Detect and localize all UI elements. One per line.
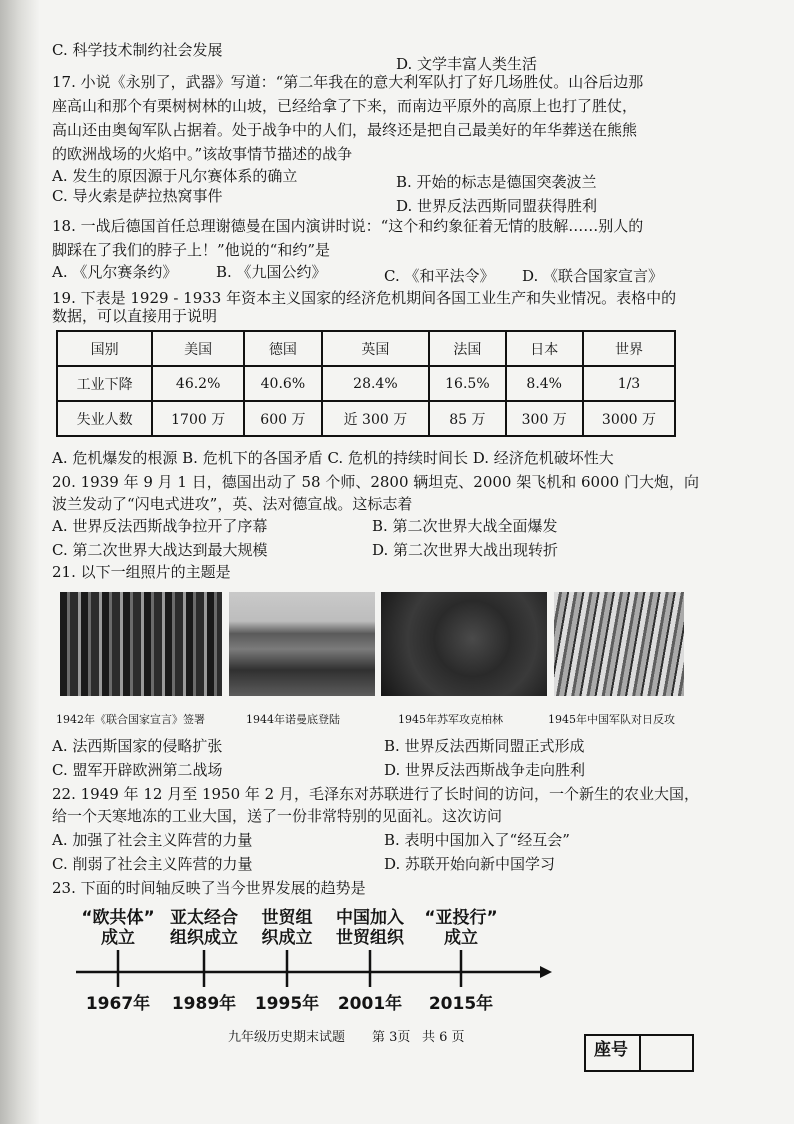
table-cell: 300 万 <box>506 401 583 436</box>
photo-caption: 1945年苏军攻克柏林 <box>398 713 503 726</box>
q17-stem-line3: 高山还由奥匈军队占据着。处于战争中的人们，最终还是把自己最美好的年华葬送在熊熊 <box>52 121 638 139</box>
q20-option-b: B. 第二次世界大战全面爆发 <box>372 517 558 535</box>
q18-option-b: B. 《九国公约》 <box>216 263 327 281</box>
timeline-event-label: 中国加入 <box>336 908 404 928</box>
q22-option-a: A. 加强了社会主义阵营的力量 <box>52 831 253 849</box>
q22-option-c: C. 削弱了社会主义阵营的力量 <box>52 855 253 873</box>
q20-option-d: D. 第二次世界大战出现转折 <box>372 541 559 559</box>
q20-stem-line2: 波兰发动了“闪电式进攻”，英、法对德宣战。这标志着 <box>52 495 413 513</box>
table-cell: 1700 万 <box>152 401 244 436</box>
q20-option-a: A. 世界反法西斯战争拉开了序幕 <box>52 517 268 535</box>
photo-caption: 1944年诺曼底登陆 <box>246 713 340 726</box>
q17-option-a: A. 发生的原因源于凡尔赛体系的确立 <box>52 167 298 185</box>
timeline-year: 2001年 <box>337 994 403 1014</box>
q17-stem-line1: 17. 小说《永别了，武器》写道：“第二年我在的意大利军队打了好几场胜仗。山谷后边那 <box>52 73 644 91</box>
timeline-year: 1967年 <box>85 994 151 1014</box>
table-cell: 40.6% <box>244 366 321 401</box>
q17-stem-line2: 座高山和那个有栗树树林的山坡，已经给拿了下来，而南边平原外的高原上也打了胜仗， <box>52 97 638 115</box>
q20-option-c: C. 第二次世界大战达到最大规模 <box>52 541 268 559</box>
table-cell: 600 万 <box>244 401 321 436</box>
footer-exam-title: 九年级历史期末试题 <box>228 1030 346 1045</box>
q22-stem-line2: 给一个天寒地冻的工业大国，送了一份非常特别的见面礼。这次访问 <box>52 807 503 825</box>
q17-option-b: B. 开始的标志是德国突袭波兰 <box>396 173 597 191</box>
table-cell: 失业人数 <box>57 401 152 436</box>
timeline-event-label: 成立 <box>444 928 478 948</box>
timeline-event-label: 世贸组织 <box>336 928 404 948</box>
table-cell: 3000 万 <box>583 401 675 436</box>
q19-stem-line2: 数据，可以直接用于说明 <box>52 307 218 325</box>
q21-stem: 21. 以下一组照片的主题是 <box>52 563 231 581</box>
q22-stem-line1: 22. 1949 年 12 月至 1950 年 2 月，毛泽东对苏联进行了长时间的访问，一个新生的农业大国， <box>52 785 699 803</box>
table-cell: 近 300 万 <box>322 401 430 436</box>
q18-stem-line2: 脚踩在了我们的脖子上！”他说的“和约”是 <box>52 241 331 259</box>
table-header-cell: 英国 <box>322 331 430 366</box>
q18-option-c: C. 《和平法令》 <box>384 267 495 285</box>
timeline-event-label: 亚太经合 <box>170 908 238 928</box>
q21-option-c: C. 盟军开辟欧洲第二战场 <box>52 761 223 779</box>
q19-options: A. 危机爆发的根源 B. 危机下的各国矛盾 C. 危机的持续时间长 D. 经济危机破坏性大 <box>52 449 614 467</box>
table-cell: 8.4% <box>506 366 583 401</box>
q18-option-d: D. 《联合国家宣言》 <box>522 267 664 285</box>
table-cell: 46.2% <box>152 366 244 401</box>
table-header-cell: 世界 <box>583 331 675 366</box>
seat-box-divider <box>639 1034 641 1072</box>
table-header-cell: 法国 <box>429 331 505 366</box>
q21-option-b: B. 世界反法西斯同盟正式形成 <box>384 737 585 755</box>
table-cell: 工业下降 <box>57 366 152 401</box>
q21-option-d: D. 世界反法西斯战争走向胜利 <box>384 761 586 779</box>
timeline-year: 1989年 <box>171 994 237 1014</box>
q17-option-d: D. 世界反法西斯同盟获得胜利 <box>396 197 598 215</box>
table-header-cell: 国别 <box>57 331 152 366</box>
footer-page-number: 第 3页 <box>372 1030 411 1045</box>
timeline-event-label: 织成立 <box>261 928 313 948</box>
q18-stem-line1: 18. 一战后德国首任总理谢德曼在国内演讲时说：“这个和约象征着无情的肢解……别人的 <box>52 217 644 235</box>
timeline-year: 2015年 <box>428 994 494 1014</box>
table-header-cell: 美国 <box>152 331 244 366</box>
table-header-cell: 日本 <box>506 331 583 366</box>
q20-stem-line1: 20. 1939 年 9 月 1 日，德国出动了 58 个师、2800 辆坦克、2000 架飞机和 6000 门大炮，向 <box>52 473 699 491</box>
table-cell: 16.5% <box>429 366 505 401</box>
table-cell: 85 万 <box>429 401 505 436</box>
table-header-cell: 德国 <box>244 331 321 366</box>
timeline-event-label: 组织成立 <box>170 928 238 948</box>
q21-option-a: A. 法西斯国家的侵略扩张 <box>52 737 223 755</box>
photo-caption: 1942年《联合国家宣言》签署 <box>56 713 205 726</box>
q22-option-b: B. 表明中国加入了“经互会” <box>384 831 570 849</box>
footer-page-total: 共 6 页 <box>422 1030 465 1045</box>
q17-stem-line4: 的欧洲战场的火焰中。”该故事情节描述的战争 <box>52 145 353 163</box>
timeline-event-label: 世贸组 <box>261 908 313 928</box>
seat-number-label: 座号 <box>594 1040 628 1060</box>
timeline-event-label: “欧共体” <box>81 908 155 928</box>
timeline-event-label: “亚投行” <box>424 908 498 928</box>
timeline-event-label: 成立 <box>101 928 135 948</box>
q16-option-d: D. 文学丰富人类生活 <box>396 55 538 73</box>
timeline-year: 1995年 <box>254 994 320 1014</box>
table-cell: 1/3 <box>583 366 675 401</box>
q17-option-c: C. 导火索是萨拉热窝事件 <box>52 187 223 205</box>
q16-option-c: C. 科学技术制约社会发展 <box>52 41 223 59</box>
table-cell: 28.4% <box>322 366 430 401</box>
photo-caption: 1945年中国军队对日反攻 <box>548 713 675 726</box>
q22-option-d: D. 苏联开始向新中国学习 <box>384 855 556 873</box>
q18-option-a: A. 《凡尔赛条约》 <box>52 263 178 281</box>
q19-stem-line1: 19. 下表是 1929 - 1933 年资本主义国家的经济危机期间各国工业生产和失业情况。表格中的 <box>52 289 677 307</box>
q23-stem: 23. 下面的时间轴反映了当今世界发展的趋势是 <box>52 879 366 897</box>
